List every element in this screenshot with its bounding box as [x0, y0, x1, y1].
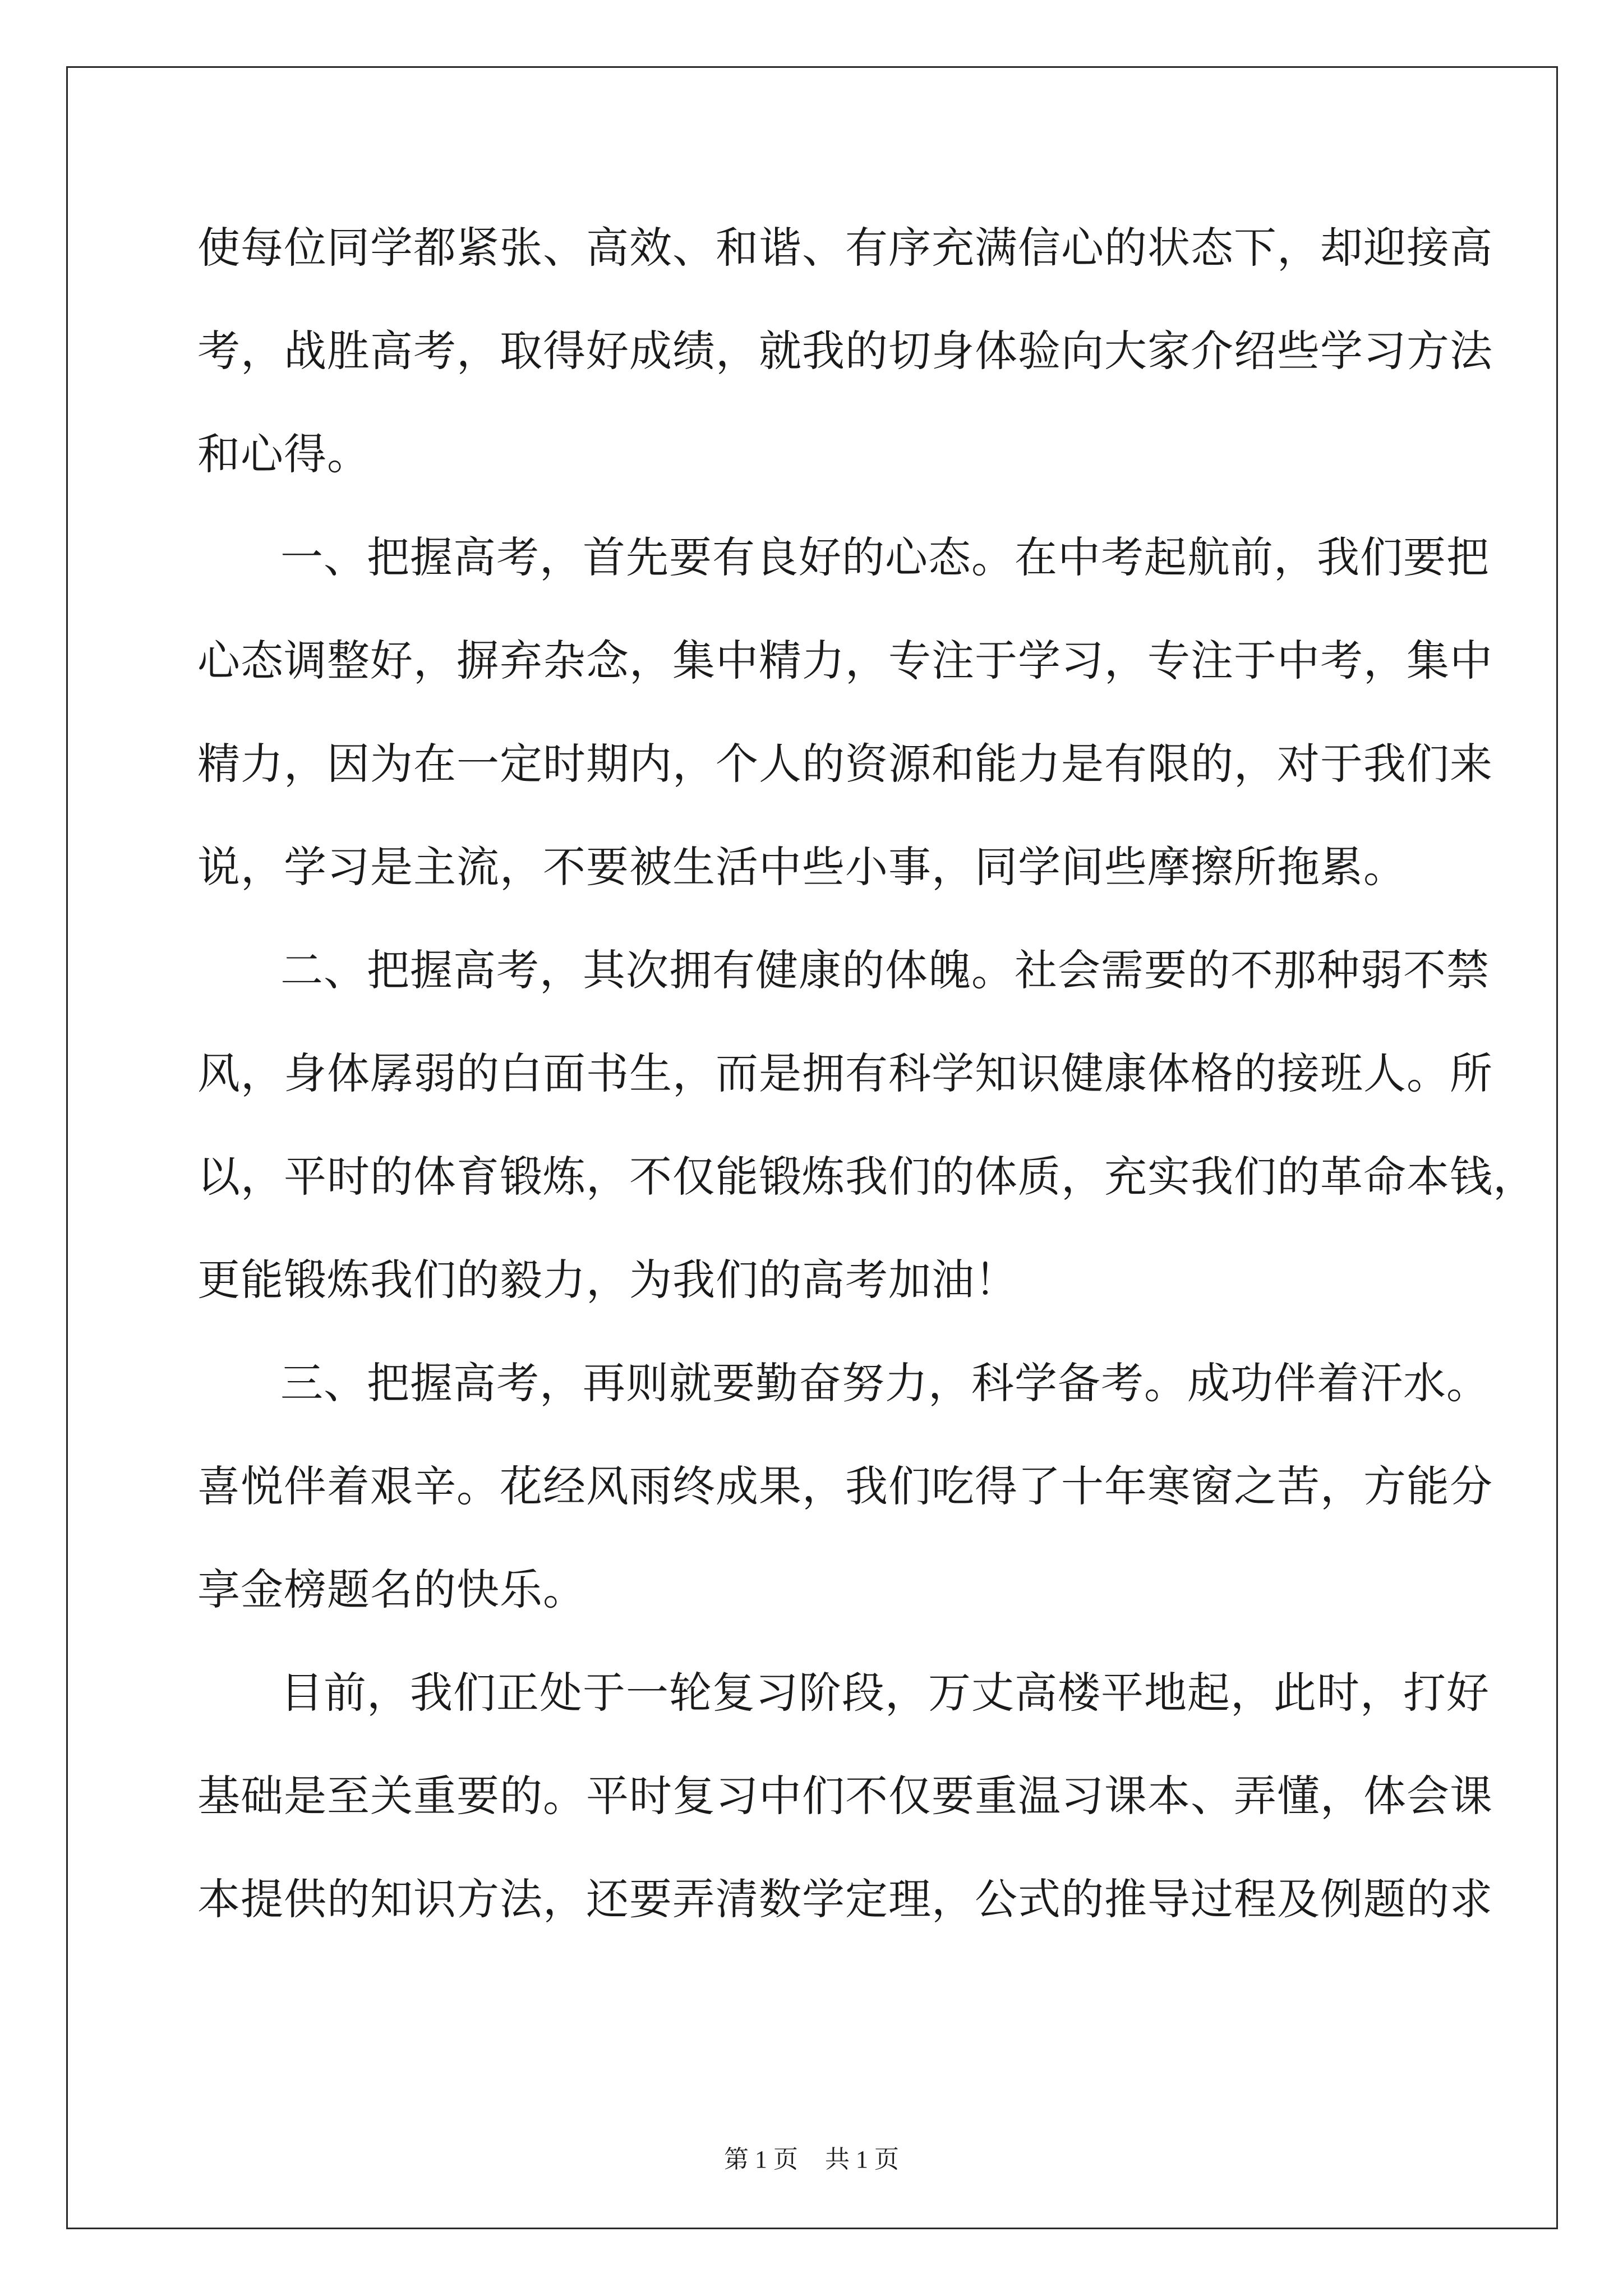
paragraph-start-line: 三、把握高考，再则就要勤奋努力，科学备考。成功伴着汗水。	[280, 1358, 1490, 1408]
text-line: 精力，因为在一定时期内，个人的资源和能力是有限的，对于我们来	[197, 739, 1493, 789]
paragraph-start-line: 目前，我们正处于一轮复习阶段，万丈高楼平地起，此时，打好	[280, 1668, 1490, 1718]
text-line: 喜悦伴着艰辛。花经风雨终成果，我们吃得了十年寒窗之苦，方能分	[197, 1461, 1493, 1511]
text-line: 以，平时的体育锻炼，不仅能锻炼我们的体质，充实我们的革命本钱，	[197, 1152, 1536, 1202]
text-line: 更能锻炼我们的毅力，为我们的高考加油！	[197, 1255, 1018, 1305]
paragraph-start-line: 二、把握高考，其次拥有健康的体魄。社会需要的不那种弱不禁	[280, 945, 1490, 995]
document-body	[197, 196, 1536, 1951]
text-line: 享金榜题名的快乐。	[197, 1565, 586, 1614]
page-footer	[0, 2143, 1623, 2177]
text-line: 和心得。	[197, 429, 370, 479]
page-total: 共 1 页	[825, 2146, 899, 2173]
text-line: 说，学习是主流，不要被生活中些小事，同学间些摩擦所拖累。	[197, 842, 1407, 892]
text-line: 基础是至关重要的。平时复习中们不仅要重温习课本、弄懂，体会课	[197, 1771, 1493, 1821]
paragraph-start-line: 一、把握高考，首先要有良好的心态。在中考起航前，我们要把	[280, 532, 1490, 582]
text-line: 心态调整好，摒弃杂念，集中精力，专注于学习，专注于中考，集中	[197, 636, 1493, 685]
page-number: 第 1 页	[724, 2146, 798, 2173]
text-line: 本提供的知识方法，还要弄清数学定理，公式的推导过程及例题的求	[197, 1874, 1493, 1924]
text-line: 风，身体孱弱的白面书生，而是拥有科学知识健康体格的接班人。所	[197, 1048, 1493, 1098]
text-line: 使每位同学都紧张、高效、和谐、有序充满信心的状态下，却迎接高	[197, 223, 1493, 273]
text-line: 考，战胜高考，取得好成绩，就我的切身体验向大家介绍些学习方法	[197, 326, 1493, 376]
